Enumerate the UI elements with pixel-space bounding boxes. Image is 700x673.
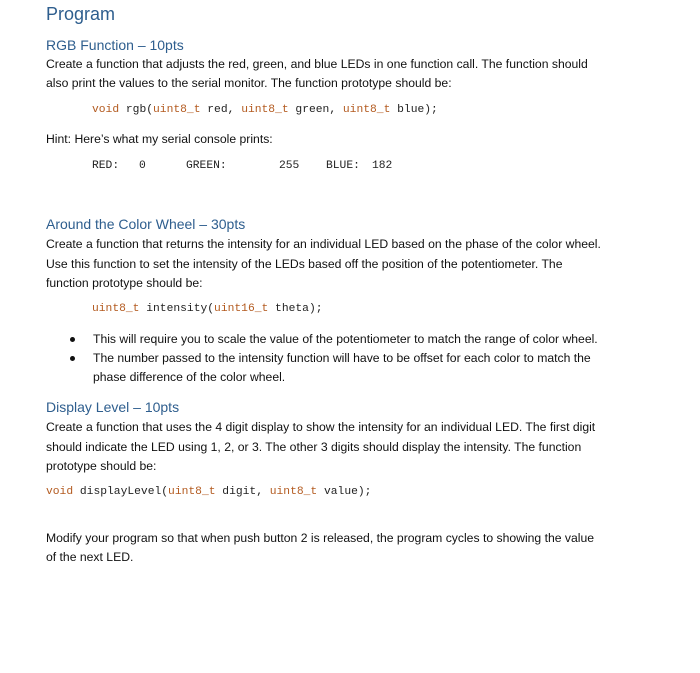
code-token: ); xyxy=(357,486,372,498)
code-token: ); xyxy=(424,104,438,116)
code-token: uint8_t xyxy=(153,104,201,116)
code-token: theta xyxy=(268,303,309,315)
code-token: green, xyxy=(288,104,343,116)
code-token: uint8_t xyxy=(168,486,216,498)
code-token: ( xyxy=(146,104,154,116)
list-item-continuation xyxy=(46,368,658,387)
serial-red-label: RED: xyxy=(92,160,120,172)
code-token: uint8_t xyxy=(241,104,289,116)
serial-green-label: GREEN: xyxy=(186,160,227,172)
list-item xyxy=(46,349,658,368)
code-token: uint8_t xyxy=(92,303,140,315)
wheel-bullet-list xyxy=(46,330,658,387)
code-token: rgb xyxy=(119,104,147,116)
code-token: digit, xyxy=(215,486,270,498)
code-token: value xyxy=(317,486,358,498)
rgb-section-heading: RGB Function – 10pts xyxy=(46,37,184,53)
list-item-text: This will require you to scale the value of the potentiometer to match the range of color wheel. xyxy=(93,332,598,346)
code-token: displayLevel xyxy=(73,486,162,498)
code-token: uint8_t xyxy=(342,104,391,116)
serial-console-output xyxy=(92,160,412,176)
wheel-prototype-code xyxy=(92,303,323,315)
rgb-prototype-code xyxy=(92,104,438,116)
display-description-line-2: should indicate the LED using 1, 2, or 3. The other 3 digits should display the intensity. The function xyxy=(46,440,582,454)
wheel-description-line-1: Create a function that returns the intensity for an individual LED based on the phase of the color wheel. xyxy=(46,237,601,251)
bullet-icon xyxy=(70,337,75,342)
serial-blue-value: 182 xyxy=(372,160,393,172)
code-token: void xyxy=(46,486,74,498)
code-token: ( xyxy=(207,303,215,315)
modify-instruction-line-1: Modify your program so that when push button 2 is released, the program cycles to showing the value xyxy=(46,531,595,545)
code-token: red, xyxy=(200,104,242,116)
code-token: void xyxy=(92,104,120,116)
code-token: uint8_t xyxy=(269,486,318,498)
serial-red-value: 0 xyxy=(139,160,146,172)
wheel-description-line-3: function prototype should be: xyxy=(46,276,203,290)
display-section-heading: Display Level – 10pts xyxy=(46,399,180,415)
list-item xyxy=(46,330,658,349)
code-token: ); xyxy=(308,303,323,315)
rgb-description-line-1: Create a function that adjusts the red, green, and blue LEDs in one function call. The function should xyxy=(46,57,588,71)
modify-instruction-line-2: of the next LED. xyxy=(46,550,134,564)
bullet-icon xyxy=(70,356,75,361)
code-token: uint16_t xyxy=(214,303,269,315)
code-token: ( xyxy=(161,486,169,498)
display-description-line-3: prototype should be: xyxy=(46,459,157,473)
list-item-text: The number passed to the intensity function will have to be offset for each color to match the xyxy=(93,351,591,365)
display-prototype-code xyxy=(46,486,371,498)
hint-text: Hint: Here’s what my serial console prints: xyxy=(46,132,273,146)
code-token: intensity xyxy=(139,303,208,315)
wheel-section-heading: Around the Color Wheel – 30pts xyxy=(46,216,246,232)
page-title: Program xyxy=(46,4,116,24)
serial-blue-label: BLUE: xyxy=(326,160,360,172)
list-item-text: phase difference of the color wheel. xyxy=(93,370,286,384)
display-description-line-1: Create a function that uses the 4 digit display to show the intensity for an individual LED. The first digit xyxy=(46,420,596,434)
serial-green-value: 255 xyxy=(279,160,300,172)
code-token: blue xyxy=(390,104,425,116)
rgb-description-line-2: also print the values to the serial monitor. The function prototype should be: xyxy=(46,76,452,90)
wheel-description-line-2: Use this function to set the intensity of the LEDs based off the position of the potentiometer. The xyxy=(46,257,563,271)
